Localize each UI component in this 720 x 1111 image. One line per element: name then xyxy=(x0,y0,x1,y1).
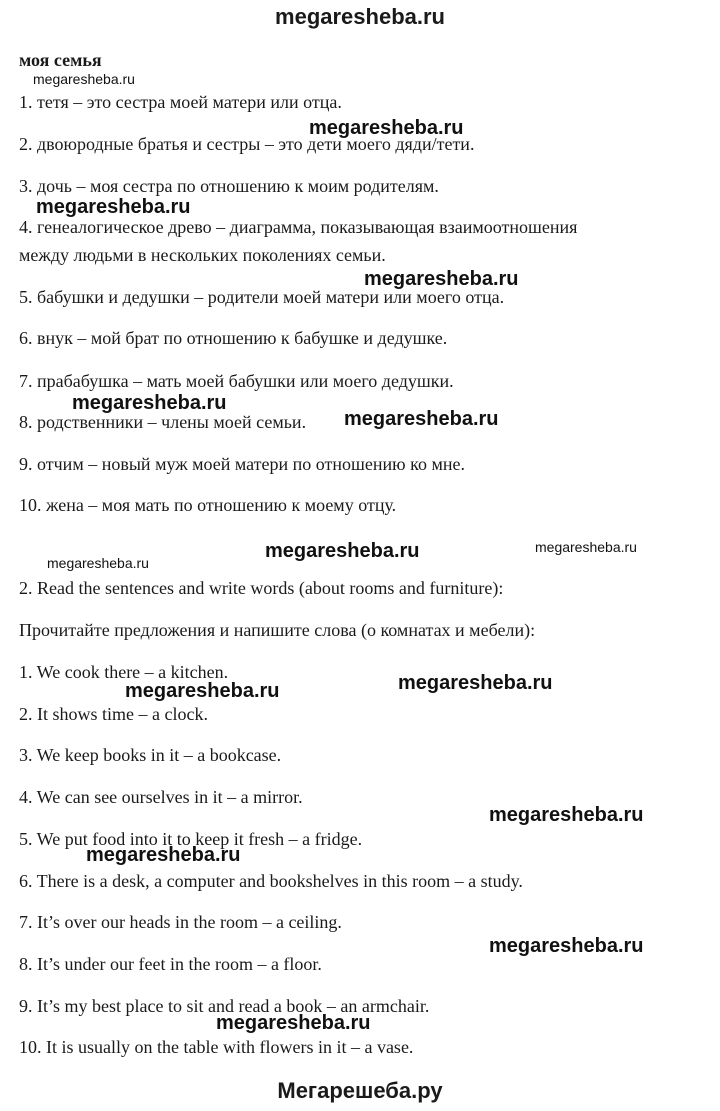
list-item: 3. дочь – моя сестра по отношению к моим родителям. xyxy=(19,176,439,196)
list-item: 9. отчим – новый муж моей матери по отношению ко мне. xyxy=(19,454,465,474)
site-footer: Мегарешеба.ру xyxy=(277,1078,443,1103)
task-title-en: 2. Read the sentences and write words (about rooms and furniture): xyxy=(19,578,504,598)
list-item: 3. We keep books in it – a bookcase. xyxy=(19,745,282,765)
list-item: 6. There is a desk, a computer and bookshelves in this room – a study. xyxy=(19,871,523,891)
list-item: 10. It is usually on the table with flowers in it – a vase. xyxy=(19,1037,414,1057)
list-item: 4. We can see ourselves in it – a mirror. xyxy=(19,787,303,807)
watermark: megaresheba.ru xyxy=(265,540,420,562)
watermark: megaresheba.ru xyxy=(489,804,644,826)
list-item: 5. бабушки и дедушки – родители моей матери или моего отца. xyxy=(19,287,505,307)
list-item: 6. внук – мой брат по отношению к бабушке и дедушке. xyxy=(19,328,448,348)
list-item: 1. We cook there – a kitchen. xyxy=(19,662,229,682)
watermark: megaresheba.ru xyxy=(47,555,149,571)
task-title-ru: Прочитайте предложения и напишите слова (о комнатах и мебели): xyxy=(19,620,536,640)
list-item: 7. It’s over our heads in the room – a ceiling. xyxy=(19,912,342,932)
list-item: 1. тетя – это сестра моей матери или отца. xyxy=(19,92,342,112)
watermark: megaresheba.ru xyxy=(36,196,191,218)
list-item: 4. генеалогическое древо – диаграмма, показывающая взаимоотношения xyxy=(19,217,578,237)
section-heading: моя семья xyxy=(19,50,102,70)
list-item: 8. It’s under our feet in the room – a floor. xyxy=(19,954,322,974)
list-item: 5. We put food into it to keep it fresh – a fridge. xyxy=(19,829,363,849)
watermark: megaresheba.ru xyxy=(216,1012,371,1034)
watermark: megaresheba.ru xyxy=(309,117,464,139)
list-item: 2. It shows time – a clock. xyxy=(19,704,208,724)
watermark: megaresheba.ru xyxy=(86,844,241,866)
list-item: 10. жена – моя мать по отношению к моему отцу. xyxy=(19,495,397,515)
watermark: megaresheba.ru xyxy=(535,539,637,555)
watermark: megaresheba.ru xyxy=(344,408,499,430)
watermark: megaresheba.ru xyxy=(489,935,644,957)
list-item: 2. двоюродные братья и сестры – это дети моего дяди/тети. xyxy=(19,134,475,154)
watermark: megaresheba.ru xyxy=(33,71,135,87)
watermark: megaresheba.ru xyxy=(398,672,553,694)
watermark: megaresheba.ru xyxy=(364,268,519,290)
watermark: megaresheba.ru xyxy=(72,392,227,414)
site-header: megaresheba.ru xyxy=(275,4,445,29)
watermark: megaresheba.ru xyxy=(125,680,280,702)
list-item: 9. It’s my best place to sit and read a book – an armchair. xyxy=(19,996,430,1016)
list-item: 7. прабабушка – мать моей бабушки или моего дедушки. xyxy=(19,371,454,391)
list-item: 8. родственники – члены моей семьи. xyxy=(19,412,307,432)
list-item: между людьми в нескольких поколениях семьи. xyxy=(19,245,386,265)
